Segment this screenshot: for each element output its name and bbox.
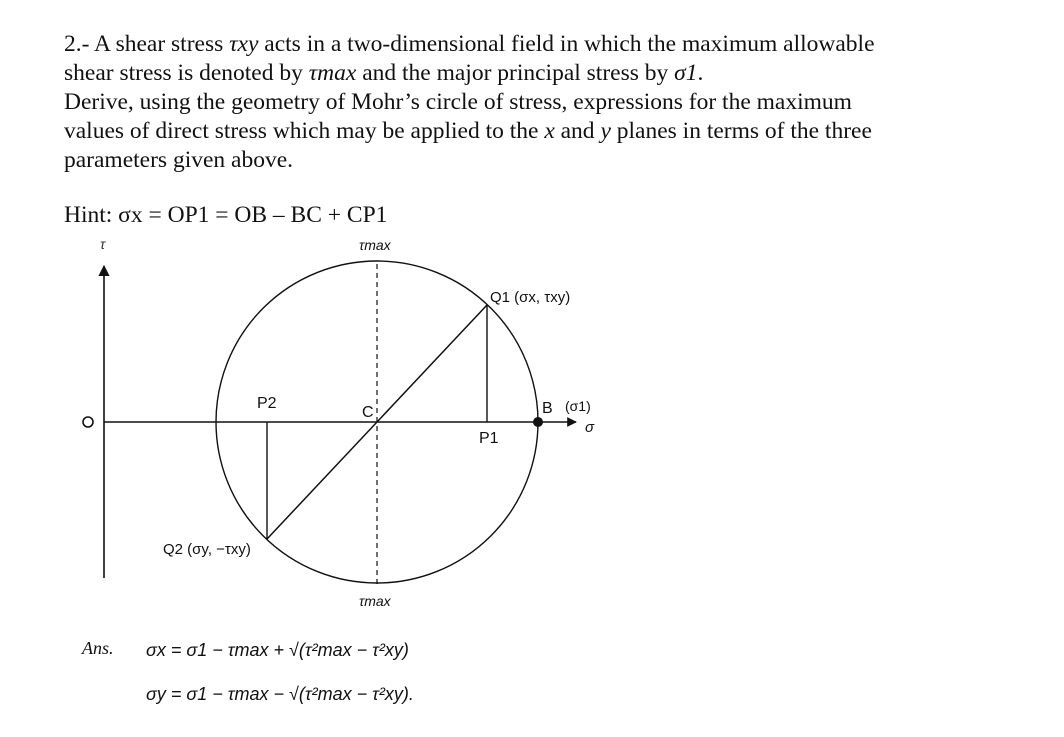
origin-marker [83,417,93,427]
point-q2-label: Q2 (σy, −τxy) [163,541,251,558]
sigma-axis-label: σ [585,419,595,436]
problem-line-5: parameters given above. [64,147,294,173]
point-p2-label: P2 [257,395,277,412]
point-b-dot [533,417,543,427]
sigma-1-label: (σ1) [565,398,591,414]
answer-equation-2: σy = σ1 − τmax − √(τ²max − τ²xy). [146,684,414,704]
problem-line-1: 2.- A shear stress τxy acts in a two-dimensional field in which the maximum allowable [64,31,875,57]
bottom-tau-max-label: τmax [359,593,391,609]
point-q1-label: Q1 (σx, τxy) [490,289,571,306]
problem-line-3: Derive, using the geometry of Mohr’s circle of stress, expressions for the maximum [64,89,852,115]
point-b-label: B [542,400,553,417]
point-p1-label: P1 [479,430,499,447]
tau-max-symbol: τmax [308,60,357,86]
point-c-label: C [362,404,374,421]
problem-line-4: values of direct stress which may be applied to the x and y planes in terms of the three [64,118,872,144]
problem-line-2: shear stress is denoted by τmax and the major principal stress by σ1. [64,60,704,86]
point-o-label: O [82,410,83,411]
answer-label: Ans. [82,638,114,658]
tau-axis-label: τ [100,236,106,252]
answer-equation-1: σx = σ1 − τmax + √(τ²max − τ²xy) [146,640,409,660]
sigma-1-symbol: σ1 [674,60,698,86]
hint: Hint: σx = OP1 = OB – BC + CP1 [64,202,388,228]
tau-xy-symbol: τxy [229,31,259,57]
top-tau-max-label: τmax [359,237,391,253]
